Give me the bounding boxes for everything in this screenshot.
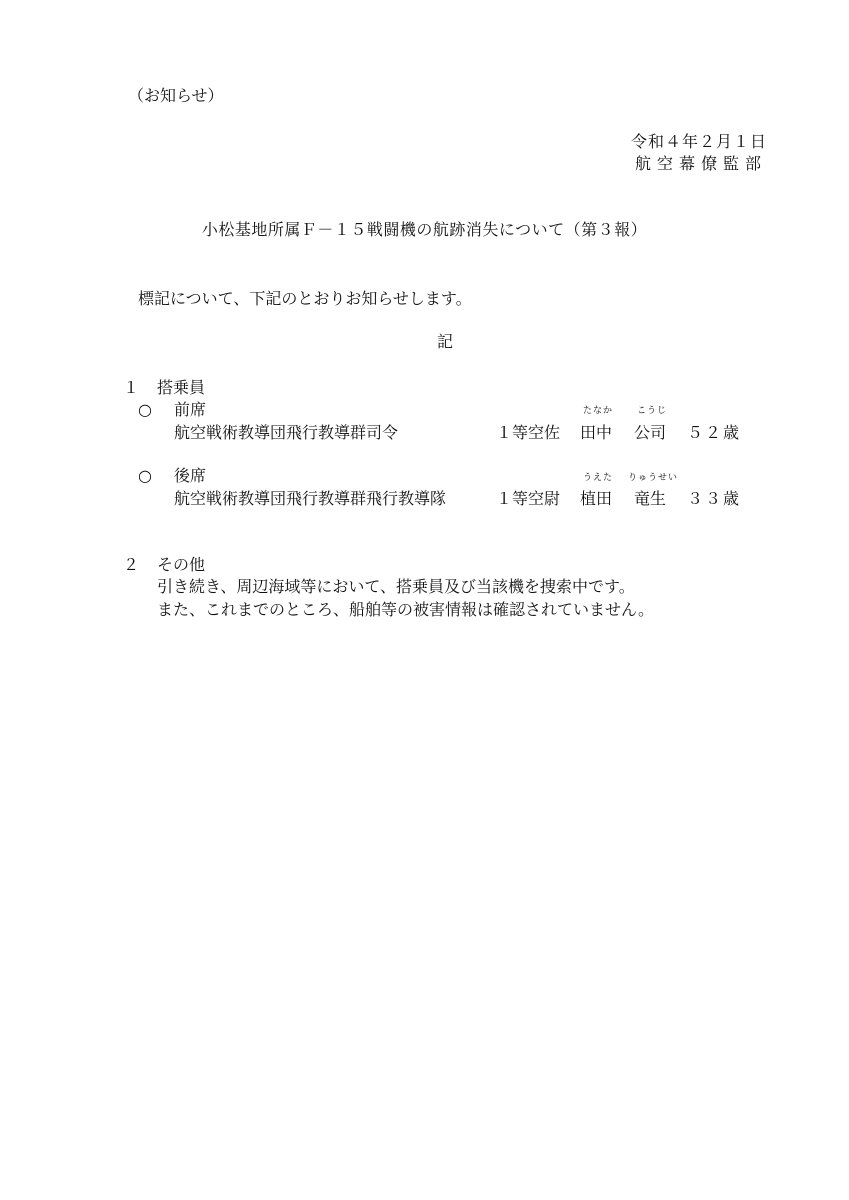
body-line: また、これまでのところ、船舶等の被害情報は確認されていません。 <box>157 600 654 619</box>
rank: １等空佐 <box>496 423 561 442</box>
intro-paragraph: 標記について、下記のとおりお知らせします。 <box>138 289 472 308</box>
surname: 田中 <box>580 423 613 442</box>
seat-label: 前席 <box>174 400 207 419</box>
given-name: 竜生 <box>634 489 667 508</box>
circle-bullet: ○ <box>138 466 152 485</box>
section-number: １ <box>123 378 140 397</box>
age: ５２歳 <box>687 423 742 442</box>
rank: １等空尉 <box>496 489 561 508</box>
issue-date: 令和４年２月１日 <box>630 132 767 151</box>
given-name: 公司 <box>634 423 667 442</box>
surname-ruby: たなか <box>583 406 614 416</box>
section-number: ２ <box>123 555 140 574</box>
notice-label: （お知らせ） <box>128 86 224 105</box>
issuing-organization: 航空幕僚監部 <box>634 154 767 173</box>
circle-bullet: ○ <box>138 400 152 419</box>
unit-name: 航空戦術教導団飛行教導群司令 <box>174 423 399 442</box>
given-name-ruby: りゅうせい <box>628 473 679 483</box>
unit-name: 航空戦術教導団飛行教導群飛行教導隊 <box>174 489 447 508</box>
document-title: 小松基地所属Ｆ－１５戦闘機の航跡消失について（第３報） <box>201 220 648 239</box>
section-title: 搭乗員 <box>157 378 206 397</box>
ki-heading: 記 <box>437 332 454 351</box>
given-name-ruby: こうじ <box>637 406 668 416</box>
age: ３３歳 <box>687 489 742 508</box>
surname-ruby: うえた <box>583 473 614 483</box>
surname: 植田 <box>580 489 613 508</box>
body-line: 引き続き、周辺海域等において、搭乗員及び当該機を捜索中です。 <box>157 577 635 596</box>
section-title: その他 <box>157 555 206 574</box>
seat-label: 後席 <box>174 466 207 485</box>
